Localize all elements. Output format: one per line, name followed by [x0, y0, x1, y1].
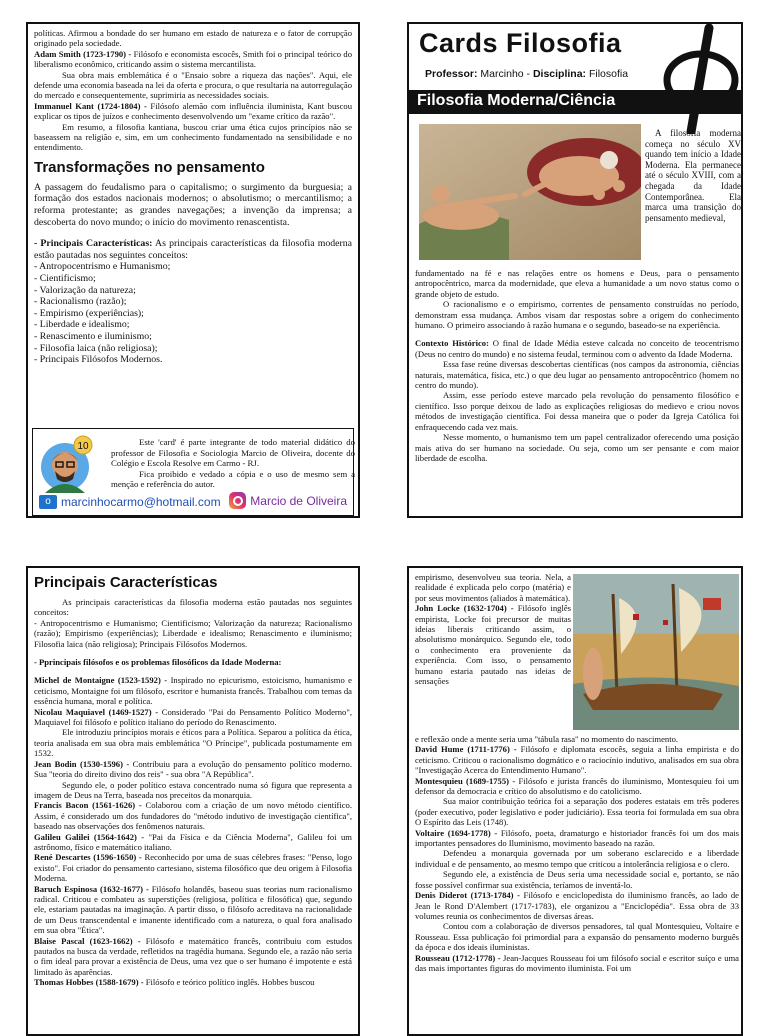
philosopher-entry	[415, 890, 739, 921]
kant-summary: Em resumo, a filosofia kantiana, buscou criar uma ética cujos princípios não se baseassem na religião e, sim, em um conhecimento fundamentado na sensibilidade e no entendimento.	[34, 121, 352, 153]
philosopher-name: Voltaire (1694-1778) -	[415, 827, 498, 838]
list-item: - Principais Filósofos Modernos.	[34, 354, 163, 366]
disciplina-label: Disciplina:	[532, 68, 587, 80]
list-item: - Liberdade e idealismo;	[34, 319, 130, 331]
pc-text: As principais características da filosofia moderna estão pautadas nos seguintes conceitos:	[34, 238, 352, 261]
phi-logo-icon	[657, 24, 743, 134]
philosopher-entry: Segundo ele, o poder político estava concentrado numa só figura que representa a imagem de Deus na Terra, baseada nos preceitos da monarquia.	[34, 779, 352, 800]
racionalismo-empirismo: O racionalismo e o empirismo, correntes de pensamento construídas no período, demonstram essa mudança. Ambos visam dar respostas sobre a origem do conhecimento humano. O primeiro associando à razão humana e o segundo, baseado-se na experiência.	[415, 299, 739, 331]
card-philosophers-continued	[26, 22, 360, 518]
kant-entry	[34, 101, 352, 122]
philosopher-entry	[34, 936, 352, 978]
philosopher-name: Montesquieu (1689-1755) -	[415, 775, 516, 786]
philosopher-text: Filósofo, poeta, dramaturgo e historiador francês foi um dos mais importantes pensadores do Iluminismo, movimento baseado na razão.	[415, 827, 739, 849]
locke-entry	[415, 603, 571, 686]
philosopher-name: Rousseau (1712-1778) -	[415, 952, 501, 963]
contexto-label: Contexto Histórico:	[415, 338, 489, 349]
philosopher-entry	[34, 852, 352, 883]
smith-name: Adam Smith (1723-1790) -	[34, 48, 132, 59]
philosopher-name: Denis Diderot (1713-1784) -	[415, 890, 520, 901]
characteristics-list	[34, 261, 352, 365]
section-title-transformacoes: Transformações no pensamento	[34, 158, 265, 176]
mail-icon: o	[39, 495, 57, 509]
credit-line-1: Este 'card' é parte integrante de todo material didático do professor de Filosofia e Sociologia Marcio de Oliveira, docente do Colégio e Escola Resolve em Carmo - RJ.	[111, 437, 355, 468]
smith-work: Sua obra mais emblemática é o "Ensaio sobre a riqueza das nações". Aqui, ele defende uma economia baseada na lei da oferta e procura, o que resultaria na autorregulação do mercado e consequentemente, suprimiria as necessidades sociais.	[34, 69, 352, 101]
section-title-caracteristicas: Principais Características	[34, 574, 218, 591]
card4-top-text	[415, 572, 571, 686]
philosopher-name: David Hume (1711-1776) -	[415, 744, 517, 755]
philosopher-entry: Segundo ele, a existência de Deus seria uma necessidade social e, portanto, se não fosse possível confirmar sua existência, teríamos de inventá-lo.	[415, 869, 739, 890]
list-item: - Filosofia laica (não religiosa);	[34, 342, 158, 354]
professor-label: Professor:	[425, 68, 478, 80]
professor-line	[425, 68, 628, 80]
smith-text: Filósofo e economista escocês, Smith foi o principal teórico do liberalismo econômico, criticando assim o sistema mercantilista.	[34, 48, 352, 70]
philosopher-entry: Contou com a colaboração de diversos pensadores, tal qual Montesquieu, Voltaire e Rousseau. Essa publicação foi primordial para a expansão do pensamento moderno burguês da época e dos ideais iluministas.	[415, 921, 739, 953]
philosopher-name: Michel de Montaigne (1523-1592) -	[34, 675, 168, 686]
email-contact[interactable]	[39, 495, 221, 509]
descobertas-text: Essa fase reúne diversas descobertas científicas (nos campos da astronomia, ciências naturais, matemática, física, etc.) o que deu lugar ao pensamento antropocêntrico (homem no centro do mundo).	[415, 359, 739, 391]
caracteristicas-concepts: - Antropocentrismo e Humanismo; Cientificismo; Valorização da natureza; Racionalismo (razão); Empirismo (experiências); Liberdade e idealismo; Renascimento e iluminismo; Filosofia laica (não religiosa); Principais Filósofos Modernos.	[34, 617, 352, 649]
topic-title: Filosofia Moderna/Ciência	[417, 92, 616, 109]
philosopher-text: Reconhecido por uma de suas célebres frases: "Penso, logo existo". Foi criador do pensamento cartesiano, sistema filosófico que deu origem à Filosofia Moderna.	[34, 852, 352, 884]
philosopher-entry	[415, 776, 739, 797]
philosopher-text: "Pai da Física e da Ciência Moderna", Galileu foi um astrônomo, físico e matemático italiano.	[34, 831, 352, 852]
smith-entry	[34, 49, 352, 70]
philosopher-name: René Descartes (1596-1650) -	[34, 852, 142, 863]
revolucao-text: Assim, esse período esteve marcado pela revolução do pensamento filosófico e científico. Isso porque deixou de lado as explicações religiosas do medievo e criou novos métodos de investigação científica. Foi dessa maneira que o poder da Igreja Católica foi enfraquecendo cada vez mais.	[415, 390, 739, 432]
cards-title: Cards Filosofia	[419, 28, 622, 58]
card-philosophers-empiricism	[407, 566, 743, 1036]
ship-painting	[573, 574, 739, 730]
instagram-icon	[229, 492, 246, 509]
list-item: - Cientificismo;	[34, 273, 96, 285]
philosopher-entry: Defendeu a monarquia governada por um soberano esclarecido e a liberdade individual e de pensamento, ao mesmo tempo que criticou a intolerância religiosa e o clero.	[415, 848, 739, 869]
list-item: - Renascimento e iluminismo;	[34, 331, 152, 342]
kant-name: Immanuel Kant (1724-1804) -	[34, 100, 147, 111]
philosopher-text: Jean-Jacques Rousseau foi um filósofo social e escritor suíço e uma das mais importantes figuras do movimento iluminista. Foi um	[415, 952, 739, 973]
professor-name: Marcinho -	[477, 68, 533, 80]
intro-side-text: A filosofia moderna começa no século XV quando tem início a Idade Moderna. Ela permanece até o século XVIII, com a chegada da Idade Contemporânea. Ela marca uma transição do pensamento medieval,	[645, 128, 741, 223]
list-item: - Empirismo (experiências);	[34, 307, 144, 319]
philosopher-name: Nicolau Maquiavel (1469-1527) -	[34, 706, 159, 717]
philosopher-text: Considerado "Pai do Pensamento Político Moderno", Maquiavel foi filósofo e político italiano do período do Renascimento.	[34, 706, 352, 728]
contexto-historico	[415, 338, 739, 359]
transformacoes-text: A passagem do feudalismo para o capitalismo; o surgimento da burguesia; a formação dos estados nacionais modernos; o absolutismo; o mercantilismo; a reforma protestante; as grandes navegações; a invenção da imprensa; a descoberta do novo mundo; o início do movimento renascentista.	[34, 181, 352, 228]
rousseau-continuation: políticas. Afirmou a bondade do ser humano em estado de natureza e o fator de corrupção originado pela sociedade.	[34, 28, 352, 49]
locke-continuation: e reflexão onde a mente seria uma "tábula rasa" no momento do nascimento.	[415, 734, 679, 744]
humanismo-text: Nesse momento, o humanismo tem um papel centralizador oferecendo uma posição mais ativa do ser humano na sociedade. Ou seja, como um ser pensante e com maior liberdade de escolha.	[415, 432, 739, 463]
philosopher-text: Filósofo holandês, baseou suas teorias num racionalismo radical. Criticou e combateu as superstições (religiosa, política e filosófica) que, segundo ele, estariam pautadas na imaginação. A partir disso, o filósofo acreditava na racionalidade de um Deus transcendental e imanente identificado com a natureza, o qual fora analisado em sua obra "Ética".	[34, 883, 352, 936]
caracteristicas-intro: As principais características da filosofia moderna estão pautadas nos seguintes conceitos:	[34, 597, 352, 618]
philosopher-entry	[415, 953, 739, 974]
philosopher-text: Filósofo e jurista francês do iluminismo, Montesquieu foi um defensor da democracia e crítico do absolutismo e do catolicismo.	[415, 775, 739, 797]
intro-continuation: fundamentado na fé e nas relações entre os homens e Deus, para o pensamento antropocêntrico, marca da modernidade, que eleva a humanidade a um novo status como o grande objeto de estudo.	[415, 268, 739, 299]
list-item: - Racionalismo (razão);	[34, 296, 127, 308]
author-credit-box	[32, 428, 354, 516]
philosopher-text: Colaborou com a criação de um novo método científico. Assim, é considerado um dos fundadores do "método indutivo de investigação científica", baseado nas observações dos fenômenos naturais.	[34, 800, 352, 832]
philosopher-entry	[415, 744, 739, 775]
philosophers-subtitle-text: - Pprincipais filósofos e os problemas filosóficos da Idade Moderna:	[34, 657, 282, 668]
philosopher-text: Filósofo e teórico político inglês. Hobbes buscou	[143, 977, 315, 988]
card4-body	[415, 734, 739, 973]
author-avatar-icon	[39, 435, 95, 493]
philosopher-entry	[34, 675, 352, 706]
philosophers-list	[34, 675, 352, 987]
contexto-text: O final de Idade Média esteve calcada no conceito de teocentrismo (Deus no centro do mundo) e no sistema feudal, terminou com o advento da Idade Moderna.	[415, 338, 739, 359]
philosopher-text: Filósofo inglês empirista, Locke foi precursor de muitas ideias liberais criticando assim, o absolutismo monárquico. Segundo ele, todo o conhecimento era proveniente da experiência. Com isso, o pensamento humano estaria pautado nas ideias de sensações	[415, 603, 571, 687]
philosopher-text: Filósofo e matemático francês, contribuiu com estudos pautados na busca da verdade, refletidos na tragédia humana. Segundo ele, a razão não seria o fim ideal para provar a existência de Deus, uma vez que o ser humano é impotente e está limitado às aparências.	[34, 935, 353, 977]
philosopher-entry: Ele introduziu princípios morais e éticos para a Política. Separou a política da ética, teoria analisada em sua obra mais emblemática "O Príncipe", publicada postumamente em 1532.	[34, 727, 352, 759]
card-filosofia-moderna	[407, 22, 743, 518]
philosopher-name: Thomas Hobbes (1588-1679) -	[34, 977, 144, 988]
philosopher-entry	[34, 800, 352, 831]
creation-of-adam-painting	[419, 124, 641, 260]
philosopher-entry	[34, 977, 352, 987]
philosopher-entry	[415, 828, 739, 849]
philosopher-text: Filósofo e diplomata escocês, seguia a linha empirista e do ceticismo. Criticou o racionalismo dogmático e o raciocínio indutivo, analisados em sua obra "Investigação Acerca do Entendimento Humano".	[415, 744, 739, 776]
principais-caracteristicas-intro	[34, 238, 352, 261]
instagram-handle[interactable]: Marcio de Oliveira	[250, 493, 347, 508]
philosopher-name: Galileu Galilei (1564-1642) -	[34, 831, 145, 842]
list-item: - Antropocentrismo e Humanismo;	[34, 261, 171, 273]
philosopher-entry	[34, 707, 352, 728]
email-address[interactable]: marcinhocarmo@hotmail.com	[61, 495, 221, 509]
philosopher-text: Contribuiu para a evolução do pensamento político moderno. Sua "teoria do direito divino dos reis" - sua obra "A República".	[34, 758, 352, 780]
philosopher-name: Baruch Espinosa (1632-1677) -	[34, 883, 149, 894]
philosopher-name: Jean Bodin (1530-1596) -	[34, 758, 130, 769]
kant-text: Filósofo alemão com influência iluminista, Kant buscou explicar os tipos de juízos e conhecimento desenvolvendo um "exame crítico da razão".	[34, 100, 352, 122]
instagram-contact[interactable]	[229, 492, 347, 509]
philosopher-text: Filósofo e enciclopedista do iluminismo francês, ao lado de Jean le Rond D'Alembert (1717-1783), ele organizou a "Enciclopédia". Essa obra de 33 volumes reunia os conhecimentos de diversas áreas.	[415, 890, 739, 921]
card-principais-caracteristicas	[26, 566, 360, 1036]
hobbes-continuation: empirismo, desenvolveu sua teoria. Nela, a realidade é explicada pelo corpo (matéria) e por seus movimentos (aliados à matemática).	[415, 572, 571, 603]
philosopher-name: Francis Bacon (1561-1626) -	[34, 800, 142, 811]
list-item: - Valorização da natureza;	[34, 284, 136, 296]
pc-label: - Principais Características:	[34, 238, 153, 250]
philosopher-entry: Sua maior contribuição teórica foi a separação dos poderes estatais em três poderes (poder executivo, poder legislativo e poder judiciário). Essa teoria foi formulada em sua obra O Espírito das Leis (1748).	[415, 796, 739, 828]
philosopher-entry	[34, 884, 352, 936]
disciplina-name: Filosofia	[586, 68, 629, 80]
philosopher-entry	[34, 759, 352, 780]
philosophers-subtitle	[34, 657, 352, 667]
philosopher-name: John Locke (1632-1704) -	[415, 603, 514, 614]
credit-line-2: Fica proibido e vedado a cópia e o uso de mesmo sem a menção e referência do autor.	[111, 468, 355, 489]
philosopher-name: Blaise Pascal (1623-1662) -	[34, 935, 141, 946]
credit-text	[111, 437, 355, 490]
card2-body	[415, 268, 739, 463]
philosopher-entry	[34, 832, 352, 853]
philosopher-text: Inspirado no epicurismo, estoicismo, humanismo e ceticismo, Montaigne foi um filósofo, escritor e humanista francês. Trabalhou com temas da essência humana, moral e política.	[34, 675, 352, 707]
badge-number: 10	[77, 441, 89, 452]
